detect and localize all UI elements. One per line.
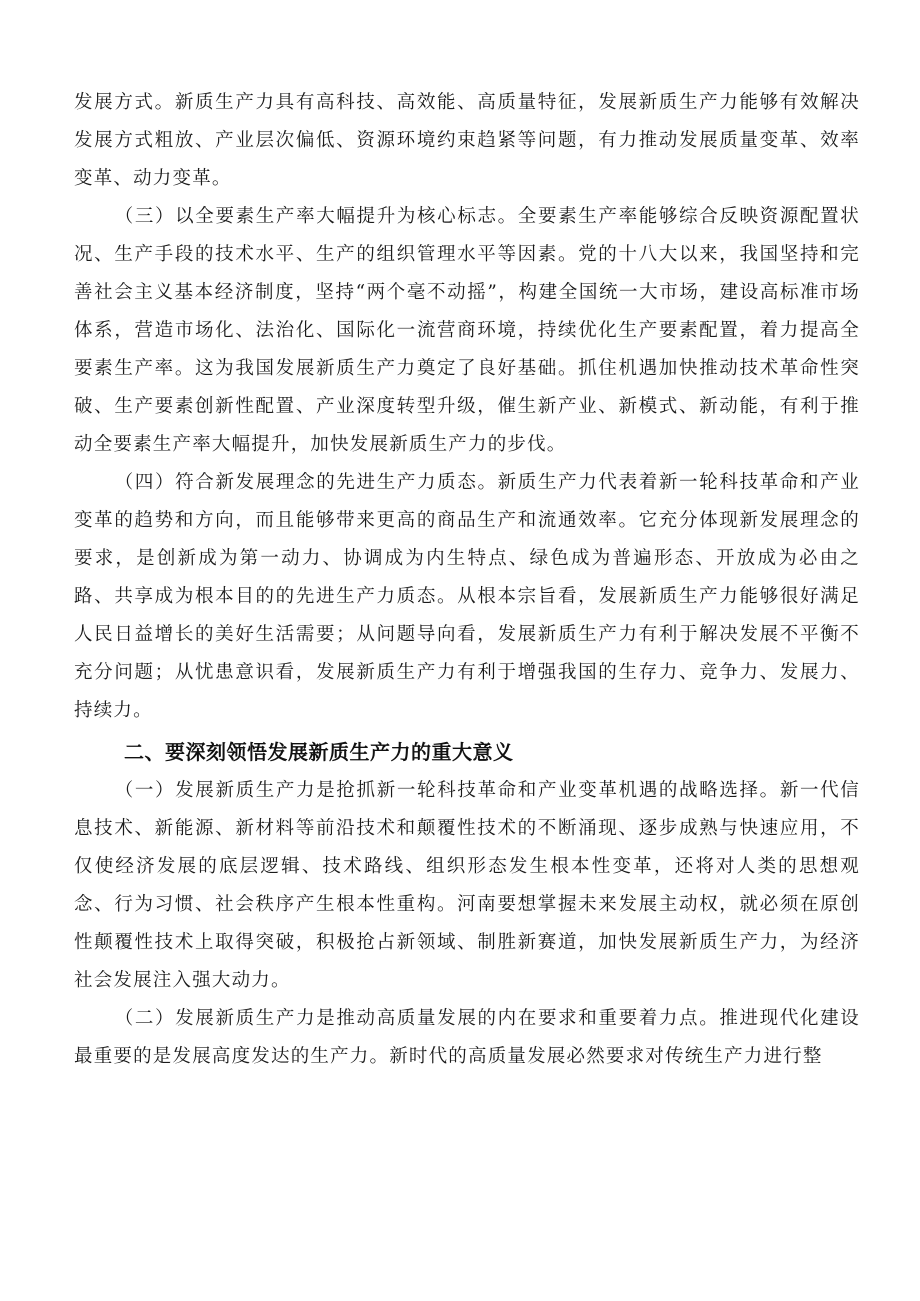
paragraph-strategic-choice: （一）发展新质生产力是抢抓新一轮科技革命和产业变革机遇的战略选择。新一代信息技术、新能源、新材料等前沿技术和颠覆性技术的不断涌现、逐步成熟与快速应用，不仅使经济发展的底层逻辑、技术路线、组织形态发生根本性变革，还将对人类的思想观念、行为习惯、社会秩序产生根本性重构。河南要想掌握未来发展主动权，就必须在原创性颠覆性技术上取得突破，积极抢占新领域、制胜新赛道，加快发展新质生产力，为经济社会发展注入强大动力。: [74, 780, 860, 991]
section-heading: 二、要深刻领悟发展新质生产力的重大意义: [124, 740, 514, 764]
paragraph-new-development-philosophy: （四）符合新发展理念的先进生产力质态。新质生产力代表着新一轮科技革命和产业变革的趋势和方向，而且能够带来更高的商品生产和流通效率。它充分体现新发展理念的要求，是创新成为第一动力、协调成为内生特点、绿色成为普遍形态、开放成为必由之路、共享成为根本目的的先进生产力质态。从根本宗旨看，发展新质生产力能够很好满足人民日益增长的美好生活需要；从问题导向看，发展新质生产力有利于解决发展不平衡不充分问题；从忧患意识看，发展新质生产力有利于增强我国的生存力、竞争力、发展力、持续力。: [74, 472, 860, 721]
paragraph-total-factor-productivity: （三）以全要素生产率大幅提升为核心标志。全要素生产率能够综合反映资源配置状况、生产手段的技术水平、生产的组织管理水平等因素。党的十八大以来，我国坚持和完善社会主义基本经济制度，坚持“两个毫不动摇”，构建全国统一大市场，建设高标准市场体系，营造市场化、法治化、国际化一流营商环境，持续优化生产要素配置，着力提高全要素生产率。这为我国发展新质生产力奠定了良好基础。抓住机遇加快推动技术革命性突破、生产要素创新性配置、产业深度转型升级，催生新产业、新模式、新动能，有利于推动全要素生产率大幅提升，加快发展新质生产力的步伐。: [74, 206, 860, 455]
paragraph-development-mode: 发展方式。新质生产力具有高科技、高效能、高质量特征，发展新质生产力能够有效解决发展方式粗放、产业层次偏低、资源环境约束趋紧等问题，有力推动发展质量变革、效率变革、动力变革。: [74, 92, 860, 189]
document-body: [74, 84, 860, 1076]
paragraph-high-quality-development: （二）发展新质生产力是推动高质量发展的内在要求和重要着力点。推进现代化建设最重要的是发展高度发达的生产力。新时代的高质量发展必然要求对传统生产力进行整: [74, 1008, 860, 1067]
